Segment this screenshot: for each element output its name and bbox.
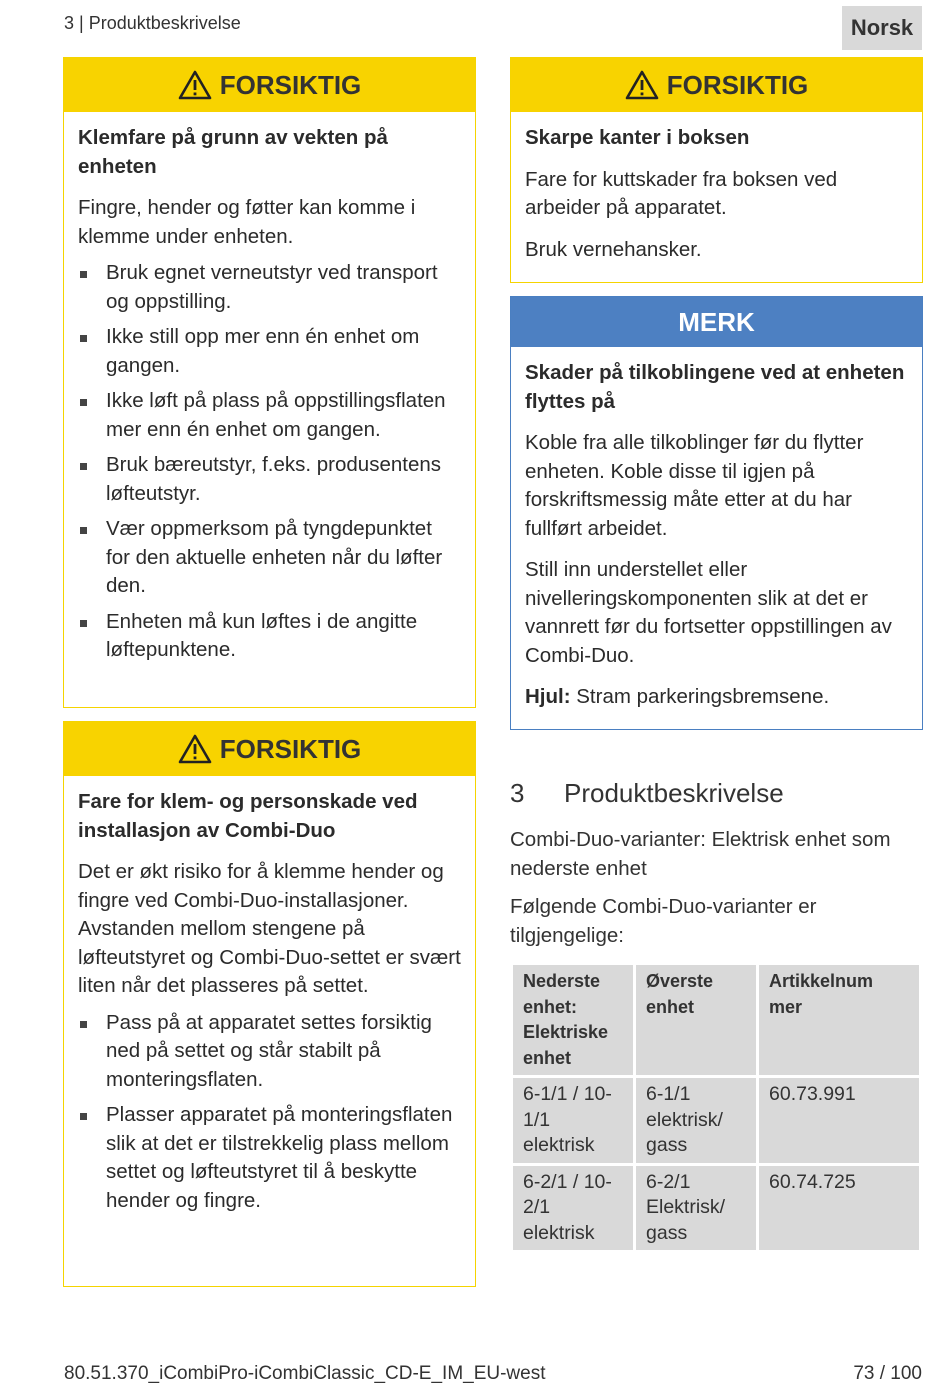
caution-box-sharp-edges	[510, 57, 923, 283]
caution-text: Fare for kuttskader fra boksen ved arbeider på apparatet.	[525, 167, 838, 219]
notice-header	[511, 297, 922, 347]
table-cell: 60.73.991	[759, 1078, 919, 1163]
notice-hint-label: Hjul:	[525, 685, 571, 708]
table-row	[513, 1166, 919, 1251]
caution-header	[511, 58, 922, 112]
table-header-cell: Artikkelnum mer	[759, 965, 919, 1075]
caution-intro: Fingre, hender og føtter kan komme i klemme under enheten.	[78, 196, 416, 248]
section-subtitle: Combi-Duo-varianter: Elektrisk enhet som nederste enhet	[510, 828, 891, 880]
variants-table	[510, 962, 922, 1253]
section-title: Produktbeskrivelse	[564, 778, 784, 808]
notice-hint	[525, 683, 908, 712]
caution-title: Fare for klem- og personskade ved installasjon av Combi-Duo	[78, 790, 418, 842]
notice-text: Koble fra alle tilkoblinger før du flytter enheten. Koble disse til igjen på forskriftsmessig måte etter at du har fullført arbeidet.	[525, 431, 864, 540]
list-item: Ikke still opp mer enn én enhet om gangen.	[78, 323, 461, 380]
caution-list	[78, 1009, 461, 1216]
table-header-row	[513, 965, 919, 1075]
caution-label: FORSIKTIG	[219, 69, 362, 100]
list-item: Ikke løft på plass på oppstillingsflaten mer enn én enhet om gangen.	[78, 387, 461, 444]
notice-label: MERK	[678, 306, 755, 337]
list-item: Pass på at apparatet settes forsiktig ned på settet og står stabilt på monteringsflaten.	[78, 1009, 461, 1095]
caution-header	[64, 722, 475, 776]
table-row	[513, 1078, 919, 1163]
list-item: Vær oppmerksom på tyngdepunktet for den aktuelle enheten når du løfter den.	[78, 515, 461, 601]
table-cell: 60.74.725	[759, 1166, 919, 1251]
table-header-cell: Nederste enhet: Elektriske enhet	[513, 965, 633, 1075]
footer-page-number: 73 / 100	[853, 1363, 922, 1384]
table-cell: 6-1/1 elektrisk/ gass	[636, 1078, 756, 1163]
list-item: Enheten må kun løftes i de angitte løftepunktene.	[78, 608, 461, 665]
section-heading	[510, 778, 784, 809]
table-cell: 6-1/1 / 10-1/1 elektrisk	[513, 1078, 633, 1163]
list-item: Plasser apparatet på monteringsflaten slik at det er tilstrekkelig plass mellom settet og løfteutstyret til å beskytte hender og fingre.	[78, 1101, 461, 1215]
caution-label: FORSIKTIG	[666, 69, 809, 100]
caution-intro	[78, 858, 461, 1001]
caution-intro-line1: Det er økt risiko for å klemme hender og fingre ved Combi-Duo-installasjoner.	[78, 860, 444, 912]
language-badge: Norsk	[842, 6, 922, 50]
notice-box-connections	[510, 296, 923, 730]
notice-text: Still inn understellet eller nivelleringskomponenten slik at det er vannrett før du fortsetter oppstillingen av Combi-Duo.	[525, 558, 892, 667]
warning-triangle-icon	[178, 734, 212, 764]
notice-title: Skader på tilkoblingene ved at enheten flyttes på	[525, 361, 905, 413]
table-cell: 6-2/1 Elektrisk/ gass	[636, 1166, 756, 1251]
caution-label: FORSIKTIG	[219, 733, 362, 764]
warning-triangle-icon	[178, 70, 212, 100]
caution-text: Bruk vernehansker.	[525, 237, 702, 261]
list-item: Bruk bæreutstyr, f.eks. produsentens løfteutstyr.	[78, 451, 461, 508]
section-number: 3	[510, 778, 525, 808]
section-intro: Følgende Combi-Duo-varianter er tilgjengelige:	[510, 895, 817, 947]
list-item: Bruk egnet verneutstyr ved transport og oppstilling.	[78, 259, 461, 316]
notice-hint-text: Stram parkeringsbremsene.	[570, 685, 830, 708]
caution-title: Skarpe kanter i boksen	[525, 126, 750, 149]
caution-title: Klemfare på grunn av vekten på enheten	[78, 126, 388, 178]
caution-box-weight	[63, 57, 476, 708]
footer-document-id: 80.51.370_iCombiPro-iCombiClassic_CD-E_IM_EU-west	[64, 1363, 546, 1384]
caution-header	[64, 58, 475, 112]
table-header-cell: Øverste enhet	[636, 965, 756, 1075]
warning-triangle-icon	[625, 70, 659, 100]
caution-list	[78, 259, 461, 665]
caution-box-installation	[63, 721, 476, 1287]
caution-intro-line2: Avstanden mellom stengene på løfteutstyret og Combi-Duo-settet er svært liten når det plasseres på settet.	[78, 917, 461, 997]
table-cell: 6-2/1 / 10-2/1 elektrisk	[513, 1166, 633, 1251]
breadcrumb: 3 | Produktbeskrivelse	[64, 13, 241, 33]
